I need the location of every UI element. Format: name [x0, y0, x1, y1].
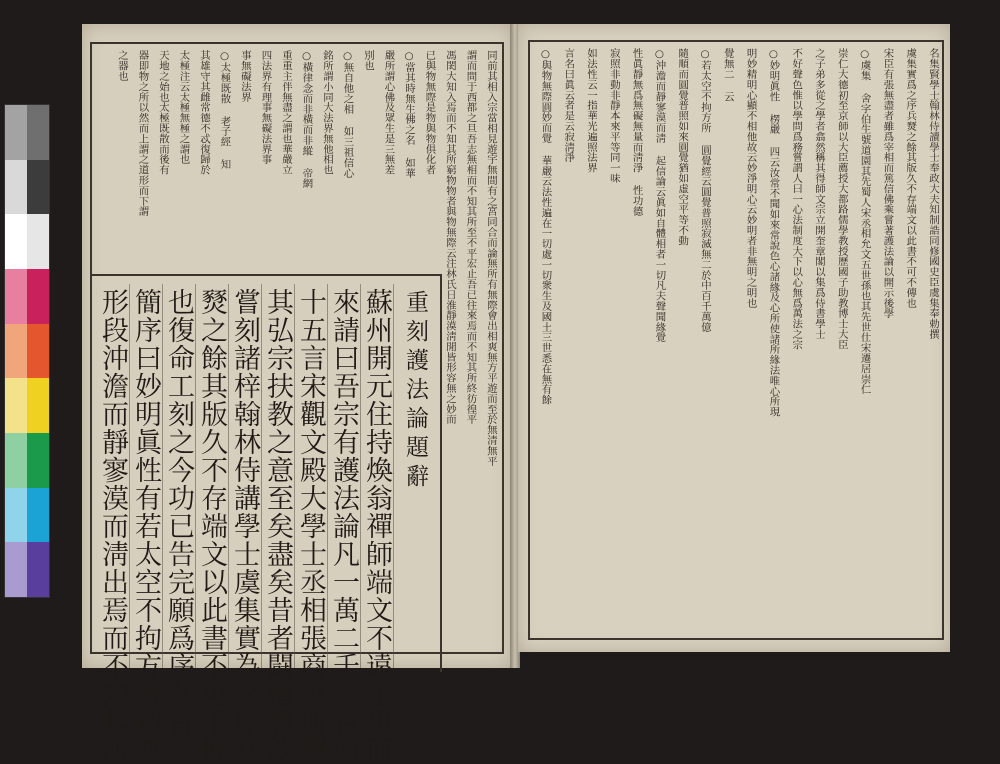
commentary-column: 四法界有理事無礙法界事 — [259, 50, 272, 165]
column-rule — [129, 284, 130, 668]
commentary-column: ○太極既散 老子經 知 — [218, 50, 231, 170]
commentary-column: ○與物無際圓妙而覺 華嚴云法性遍在一切處一切衆生及國土三世悉在無有餘 — [539, 48, 552, 405]
color-patch — [5, 160, 27, 215]
commentary-column: 崇仁大德初至京師以大臣薦授大都路儒學教授歷國子助教博士大臣 — [835, 48, 848, 350]
preface-text-column: 也復命工刻之今功已告完願爲序其首 — [163, 288, 194, 736]
commentary-column: ○若太空不拘方所 圓覺經云圓覺普照寂滅無二於中百千萬億 — [699, 48, 711, 332]
color-patch-row — [5, 542, 49, 597]
color-patch-row — [5, 160, 49, 215]
color-patch-row — [5, 214, 49, 269]
color-patch — [5, 378, 27, 433]
color-calibration-chart — [4, 104, 50, 598]
column-rule — [195, 284, 196, 668]
color-patch-row — [5, 269, 49, 324]
commentary-column: 其雄守其雌常德不忒復歸於 — [198, 50, 210, 175]
commentary-column: 太極注云太極無極之謂也 — [177, 50, 190, 165]
preface-text-column: 嘗刻諸梓翰林侍講學士虞集實為之序兵 — [229, 288, 260, 764]
commentary-column: 之子弟多從之學者翕然稱其得師文宗立開奎章閣以集爲侍書學士 — [813, 48, 825, 340]
commentary-column: 不好聲色惟以學問爲務嘗謂人曰一心法制度大下以心無爲萬法之宗 — [790, 48, 803, 350]
color-patch — [27, 542, 49, 597]
color-patch — [5, 214, 27, 269]
commentary-column: 虞集實爲之序兵燹之餘其版久不存端文以此書不可不傳也 — [904, 48, 917, 308]
commentary-column: 之器也 — [116, 50, 128, 82]
commentary-column: 謂而問于西都之旦吾志無相而不知其所至不平宏止吾已往來焉而不知其所終彷徨平 — [464, 50, 477, 425]
column-rule — [162, 284, 163, 668]
commentary-column: 嚴所謂心佛及眾生是三無差 — [382, 50, 395, 175]
commentary-column: ○橫律念而非橫而非縱 帝網 — [300, 50, 313, 189]
preface-text-column: 燹之餘其版久不存端文以此書不可不傳 — [196, 288, 227, 764]
right-page — [518, 24, 950, 652]
preface-title: 重刻護法論題辭 — [402, 290, 428, 493]
color-patch-row — [5, 488, 49, 543]
color-patch — [27, 433, 49, 488]
preface-box — [92, 274, 442, 764]
preface-text-column: 十五言宋觀文殿大學士丞相張商英所撰 — [295, 288, 326, 764]
color-patch — [27, 160, 49, 215]
commentary-column: 事無礙法界 — [239, 50, 251, 102]
preface-text-column: 來請曰吾宗有護法論凡一萬二千三百四 — [328, 288, 359, 764]
color-patch — [27, 105, 49, 160]
preface-text-column: 簡序曰妙明眞性有若太空不拘方所初無 — [130, 288, 161, 764]
commentary-column: 器即物之所以然而上謂之道形而下謂 — [136, 50, 149, 217]
column-rule — [228, 284, 229, 668]
commentary-column: 名集賢學士翰林侍讀學士奉政大夫知制誥同修國史臣虞集奉勅撰 — [927, 48, 939, 340]
preface-text-column: 蘇州開元住持煥翁禪師端文不遠千里而 — [361, 288, 392, 764]
color-patch — [27, 378, 49, 433]
color-patch-row — [5, 324, 49, 379]
right-page-frame — [528, 40, 944, 640]
color-patch — [5, 542, 27, 597]
commentary-column: 覺無二 云 — [721, 48, 734, 102]
commentary-column: 銘所謂小同大法界無他相也 — [321, 50, 333, 175]
commentary-column: ○當其時無生佛之名 如華 — [403, 50, 415, 178]
color-patch — [27, 214, 49, 269]
commentary-column: ○虞集 舍字伯生號道園其先蜀人宋丞相允文五世孫也其先世仕宋遷居崇仁 — [858, 48, 871, 395]
preface-text-column: 其弘宗扶教之意至矣盡矣昔者闘僧慧欽 — [262, 288, 293, 764]
color-patch — [5, 324, 27, 379]
color-patch — [27, 488, 49, 543]
column-rule — [393, 284, 394, 668]
commentary-column: 重重主伴無盡之謂也華嚴立 — [280, 50, 292, 175]
left-page — [82, 24, 512, 764]
color-patch — [5, 105, 27, 160]
commentary-column: 隨順而圓覺普照如來圓覺猶如虛空平等不動 — [676, 48, 689, 246]
column-rule — [327, 284, 328, 668]
color-patch — [5, 269, 27, 324]
column-rule — [261, 284, 262, 668]
color-patch-row — [5, 378, 49, 433]
preface-text-column: 形段沖澹而靜寥漠而淸出焉而不知其所 — [97, 288, 128, 764]
commentary-column: ○無自他之相 如三祖信心 — [341, 50, 354, 178]
column-rule — [360, 284, 361, 668]
commentary-column: 明妙精明心顯不相他故云妙淨明心云妙明者非無明之明也 — [744, 48, 757, 308]
color-patch — [27, 269, 49, 324]
color-patch — [5, 488, 27, 543]
commentary-column: 如法性云一指華光遍照法界 — [585, 48, 597, 173]
color-patch-row — [5, 105, 49, 160]
commentary-column: 已與物無際是物與物俱化者 — [423, 50, 436, 175]
commentary-column: 同前其相入宗當相見遊宇無間有之宮同合而論無所有無際會出相爽無方平遊而至於無清無平 — [485, 50, 497, 466]
color-patch — [5, 433, 27, 488]
commentary-column: 別也 — [362, 50, 374, 71]
commentary-column: ○妙明眞性 楞嚴 四云汝常不聞如來常說色心諸緣及心所使諸所緣法唯心所現 — [767, 48, 780, 417]
commentary-column: 性眞靜無爲無礙無量而淸淨 性功德 — [630, 48, 643, 216]
commentary-column: 天地之始也太極既散而後有 — [157, 50, 169, 175]
column-rule — [294, 284, 295, 668]
commentary-column: 宋臣有張無盡者雖爲宰相而篤信佛乘嘗著護法論以開示後學 — [881, 48, 894, 319]
color-patch-row — [5, 433, 49, 488]
left-page-frame — [90, 42, 504, 764]
commentary-column: 言名曰眞云者是云寂淸淨 — [562, 48, 575, 163]
color-patch — [27, 324, 49, 379]
commentary-column: 寂照非動非靜本來平等同一味 — [607, 48, 620, 184]
commentary-column: 馮閎大知入焉而不知其所窮物物者與物無際云注林氏日淮靜漠淸閒皆形容無之妙而 — [444, 50, 456, 425]
commentary-column: ○沖澹而靜寥漠而淸 起信論云眞如自體相者一切凡夫聲聞緣覺 — [653, 48, 666, 343]
